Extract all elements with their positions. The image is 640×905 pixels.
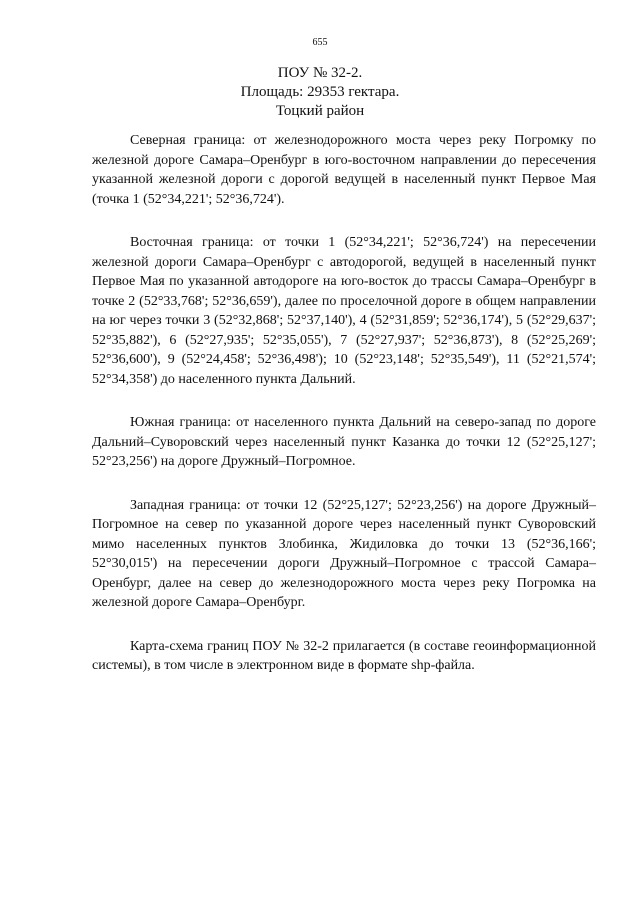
map-scheme-paragraph: Карта-схема границ ПОУ № 32-2 прилагается (в составе геоинформационной системы), в том числе в электронном виде в формате shp-файла. xyxy=(92,638,596,673)
document-body xyxy=(92,131,596,700)
south-boundary-paragraph: Южная граница: от населенного пункта Дальний на северо-запад по дороге Дальний–Суворовский через населенный пункт Казанка до точки 12 (52°25,127'; 52°23,256') на дороге Дружный–Погромное. xyxy=(92,415,596,469)
area-line: Площадь: 29353 гектара. xyxy=(240,84,400,100)
north-boundary-paragraph: Северная граница: от железнодорожного моста через реку Погромку по железной дороге Самара–Оренбург в юго-восточном направлении до пересечения указанной железной дороги с дорогой ведущей в населенный пункт Первое Мая (точка 1 (52°34,221'; 52°36,724'). xyxy=(92,133,596,207)
document-title: ПОУ № 32-2. xyxy=(277,65,363,81)
east-boundary-paragraph: Восточная граница: от точки 1 (52°34,221'; 52°36,724') на пересечении железной дороги Самара–Оренбург с автодорогой, ведущей в населенный пункт Первое Мая по указанной автодороге на юго-восток до трассы Самара–Оренбург в точке 2 (52°33,768'; 52°36,659'), далее по проселочной дороге в общем направлении на юг через точки 3 (52°32,868'; 52°37,140'), 4 (52°31,859'; 52°36,174'), 5 (52°29,637'; 52°35,882'), 6 (52°27,935'; 52°35,055'), 7 (52°27,937'; 52°36,873'), 8 (52°25,269'; 52°36,600'), 9 (52°24,458'; 52°36,498'); 10 (52°23,148'; 52°35,549'), 11 (52°21,574'; 52°34,358') до населенного пункта Дальний. xyxy=(92,235,596,387)
document-header xyxy=(0,64,640,121)
district-line: Тоцкий район xyxy=(275,103,365,119)
page-number: 655 xyxy=(312,37,328,48)
west-boundary-paragraph: Западная граница: от точки 12 (52°25,127'; 52°23,256') на дороге Дружный–Погромное на север по указанной дороге через населенный пункт Суворовский мимо населенных пунктов Злобинка, Жидиловка до точки 13 (52°36,166'; 52°30,015') на пересечении дороги Дружный–Погромное с трассой Самара–Оренбург, далее на север до железнодорожного моста через реку Погромка на железной дороге Самара–Оренбург. xyxy=(92,497,596,610)
